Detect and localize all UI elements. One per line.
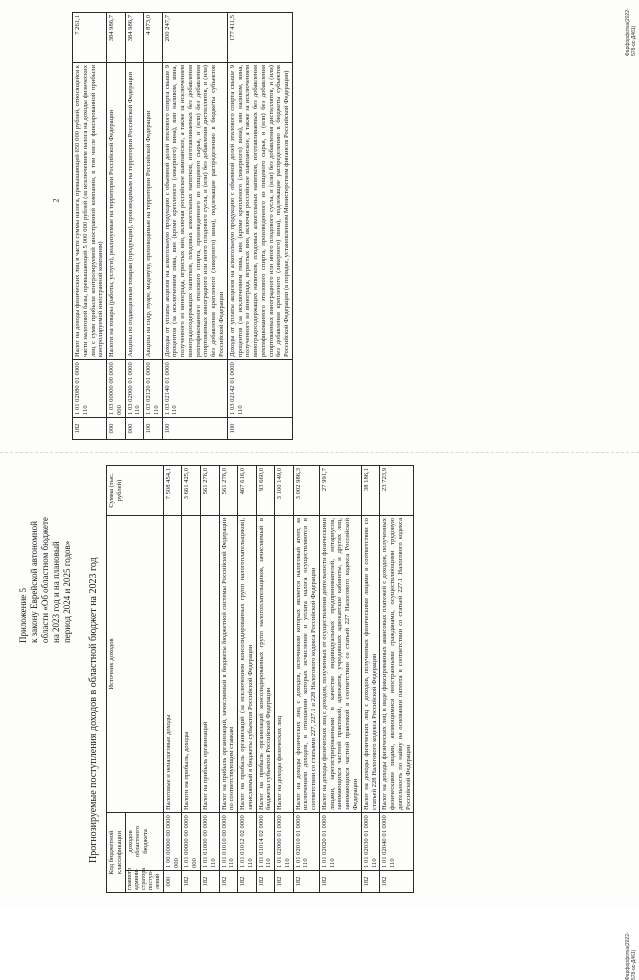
amount-cell: 93 660,0	[256, 466, 275, 516]
revenue-source-cell: Доходы от уплаты акцизов на алкогольную продукцию с объемной долей этилового спирта свыше 9 процентов (за исключением пива, вин (кроме крепленого (ликерного) вина), вин наливом, вина, полученного из винограда, игристых вин, включая российское шампанское, а также за исключением виноградосодержащих напитков, плодовых алкогольных напитков, изготавливаемых без добавления ректификованного этилового спирта, произведенного из пищевого сырья, и (или) без добавления спиртованных виноградного или иного плодового сусла, и (или) без добавления дистиллятов, и (или) без добавления крепленого (ликерного) вина), подлежащие распределению в бюджеты субъектов Российской Федерации	[162, 63, 227, 360]
appendix-line: к закону Еврейской автономной	[28, 521, 39, 643]
revenue-source-cell: Налоги на прибыль, доходы	[182, 516, 201, 813]
table-row	[275, 466, 294, 893]
admin-code-cell: 182	[238, 871, 257, 893]
revenue-table-continued	[72, 12, 293, 440]
amount-cell: 23 723,9	[380, 466, 414, 516]
header-code-group: Код бюджетной классификации	[107, 812, 126, 892]
amount-cell: 561 276,0	[219, 466, 238, 516]
appendix-header	[18, 465, 73, 643]
revenue-source-cell: Налог на доходы физических лиц с доходов, источником которых является налоговый агент, за исключением доходов, в отношении которых исчисление и уплата налога осуществляются в соответствии со статьями 227, 227.1 и 228 Налогового кодекса Российской Федерации	[293, 516, 319, 813]
table-row	[182, 466, 201, 893]
table-row	[238, 466, 257, 893]
budget-code-cell: 1 01 02000 01 0000 110	[275, 812, 294, 870]
revenue-source-cell: Налог на доходы физических лиц	[275, 516, 294, 813]
admin-code-cell: 182	[293, 871, 319, 893]
revenue-table-body	[73, 13, 293, 440]
amount-cell: 3 100 149,0	[275, 466, 294, 516]
revenue-source-cell: Налог на прибыль организаций (за исключением консолидированных групп налогоплательщиков), зачисляемый в бюджеты субъектов Российской Федерации	[238, 516, 257, 813]
page-2-content	[72, 12, 592, 440]
table-row	[319, 466, 361, 893]
revenue-source-cell: Налог на прибыль организаций консолидированных групп налогоплательщиков, зачисляемый в бюджеты субъектов Российской Федерации	[256, 516, 275, 813]
admin-code-cell: 000	[125, 418, 144, 440]
amount-cell: 7 261,1	[73, 13, 107, 63]
header-admin: главного админи-стратора поступ-лений	[125, 871, 163, 893]
admin-code-cell: 182	[256, 871, 275, 893]
admin-code-cell: 182	[219, 871, 238, 893]
revenue-source-cell: Налог на прибыль организаций, зачисляемый в бюджеты бюджетной системы Российской Федерации по соответствующим ставкам	[219, 516, 238, 813]
revenue-source-cell: Налог на доходы физических лиц с доходов, полученных от осуществления деятельности физическими лицами, зарегистрированными в качестве индивидуальных предпринимателей, нотариусов, занимающихся частной практикой, адвокатов, учредивших адвокатские кабинеты, и других лиц, занимающихся частной практикой в соответствии со статьей 227 Налогового кодекса Российской Федерации	[319, 516, 361, 813]
budget-code-cell: 1 01 01010 00 0000 110	[219, 812, 238, 870]
table-row	[200, 466, 219, 893]
budget-code-cell: 1 01 01000 00 0000 110	[200, 812, 219, 870]
amount-cell: 200 247,7	[162, 13, 227, 63]
budget-code-cell: 1 01 02080 01 0000 110	[73, 360, 107, 418]
table-row	[293, 466, 319, 893]
admin-code-cell: 100	[162, 418, 227, 440]
revenue-table	[106, 465, 414, 893]
admin-code-cell: 100	[227, 418, 292, 440]
page-1-content	[18, 465, 618, 893]
budget-code-cell: 1 01 02020 01 0000 110	[319, 812, 361, 870]
revenue-source-cell: Налог на доходы физических лиц в виде фиксированных авансовых платежей с доходов, полученных физическими лицами, являющимися иностранными гражданами, осуществляющими трудовую деятельность по найму на основании патента в соответствии со статьей 227.1 Налогового кодекса Российской Федерации	[380, 516, 414, 813]
budget-code-cell: 1 03 02120 01 0000 110	[144, 360, 163, 418]
table-row	[219, 466, 238, 893]
budget-code-cell: 1 01 00000 00 0000 000	[182, 812, 201, 870]
table-row	[361, 466, 380, 893]
table-row	[107, 13, 126, 440]
document-footer-stamp: Фарфорфотка(2022-578-ос-Д461)	[625, 8, 637, 56]
admin-code-cell: 000	[163, 871, 182, 893]
table-row	[380, 466, 414, 893]
admin-code-cell: 000	[107, 418, 126, 440]
budget-code-cell: 1 03 00000 00 0000 000	[107, 360, 126, 418]
table-row	[163, 466, 182, 893]
appendix-line: Приложение 5	[18, 587, 28, 643]
table-row	[144, 13, 163, 440]
revenue-source-cell: Налог на прибыль организаций	[200, 516, 219, 813]
table-row	[125, 13, 144, 440]
admin-code-cell: 100	[144, 418, 163, 440]
header-name: Источник доходов	[107, 516, 164, 813]
budget-code-cell: 1 03 02000 01 0000 110	[125, 360, 144, 418]
revenue-source-cell: Акцизы по подакцизным товарам (продукции), производимым на территории Российской Федерации	[125, 63, 144, 360]
amount-cell: 384 986,7	[107, 13, 126, 63]
admin-code-cell: 182	[361, 871, 380, 893]
budget-code-cell: 1 03 02140 01 0000 110	[162, 360, 227, 418]
table-row	[256, 466, 275, 893]
header-code: доходов областного бюджета	[125, 812, 163, 870]
document-footer-stamp: Фарфорфотка(2022-578-ос-Д461)	[625, 932, 637, 980]
amount-cell: 467 616,0	[238, 466, 257, 516]
revenue-source-cell: Налог на доходы физических лиц с доходов, полученных физическими лицами в соответствии со статьей 228 Налогового кодекса Российской Федерации	[361, 516, 380, 813]
table-row	[227, 13, 292, 440]
header-sum: Сумма (тыс. рублей)	[107, 466, 164, 516]
appendix-line: на 2023 год и на плановый	[50, 541, 61, 643]
document-page-2	[0, 0, 639, 452]
admin-code-cell: 182	[200, 871, 219, 893]
page-number: 2	[51, 198, 61, 203]
budget-code-cell: 1 00 00000 00 0000 000	[163, 812, 182, 870]
budget-code-cell: 1 01 01012 02 0000 110	[238, 812, 257, 870]
amount-cell: 561 276,0	[200, 466, 219, 516]
amount-cell: 27 991,7	[319, 466, 361, 516]
admin-code-cell: 182	[73, 418, 107, 440]
amount-cell: 4 873,0	[144, 13, 163, 63]
amount-cell: 177 411,5	[227, 13, 292, 63]
admin-code-cell: 182	[319, 871, 361, 893]
amount-cell: 7 508 454,1	[163, 466, 182, 516]
amount-cell: 3 002 986,3	[293, 466, 319, 516]
table-row	[73, 13, 107, 440]
table-row	[162, 13, 227, 440]
budget-code-cell: 1 01 01014 02 0000 110	[256, 812, 275, 870]
revenue-source-cell: Доходы от уплаты акцизов на алкогольную продукцию с объемной долей этилового спирта свыше 9 процентов (за исключением пива, вин (кроме крепленого (ликерного) вина), вин наливом, вина, полученного из винограда, игристых вин, включая российское шампанское, а также за исключением виноградосодержащих напитков, плодовых алкогольных напитков, изготавливаемых без добавления ректификованного этилового спирта, произведенного из пищевого сырья, и (или) без добавления спиртованных виноградного или иного плодового сусла, и (или) без добавления дистиллятов, и (или) без добавления крепленого (ликерного) вина), подлежащие распределению в бюджеты субъектов Российской Федерации (в порядке, установленном Министерством финансов Российской Федерации)	[227, 63, 292, 360]
revenue-source-cell: Налог на доходы физических лиц в части суммы налога, превышающей 650 000 рублей, относящейся к части налоговой базы, превышающей 5 000 000 рублей (за исключением налога на доходы физических лиц с сумм прибыли контролируемой иностранной компании, в том числе фиксированной прибыли контролируемой иностранной компании)	[73, 63, 107, 360]
revenue-table-body	[163, 466, 413, 893]
amount-cell: 3 661 425,0	[182, 466, 201, 516]
admin-code-cell: 182	[380, 871, 414, 893]
admin-code-cell: 182	[275, 871, 294, 893]
revenue-source-cell: Акцизы на сидр, пуаре, медовуху, производимые на территории Российской Федерации	[144, 63, 163, 360]
budget-code-cell: 1 03 02142 01 0000 110	[227, 360, 292, 418]
admin-code-cell: 182	[182, 871, 201, 893]
appendix-line: области «Об областном бюджете	[39, 517, 50, 643]
revenue-source-cell: Налоговые и неналоговые доходы	[163, 516, 182, 813]
amount-cell: 384 986,7	[125, 13, 144, 63]
amount-cell: 38 186,1	[361, 466, 380, 516]
document-page-1	[0, 452, 639, 980]
revenue-source-cell: Налоги на товары (работы, услуги), реализуемые на территории Российской Федерации	[107, 63, 126, 360]
budget-code-cell: 1 01 02040 01 0000 110	[380, 812, 414, 870]
table-title: Прогнозируемые поступления доходов в областной бюджет на 2023 год	[88, 557, 99, 863]
appendix-line: период 2024 и 2025 годов»	[61, 540, 72, 643]
budget-code-cell: 1 01 02010 01 0000 110	[293, 812, 319, 870]
budget-code-cell: 1 01 02030 01 0000 110	[361, 812, 380, 870]
